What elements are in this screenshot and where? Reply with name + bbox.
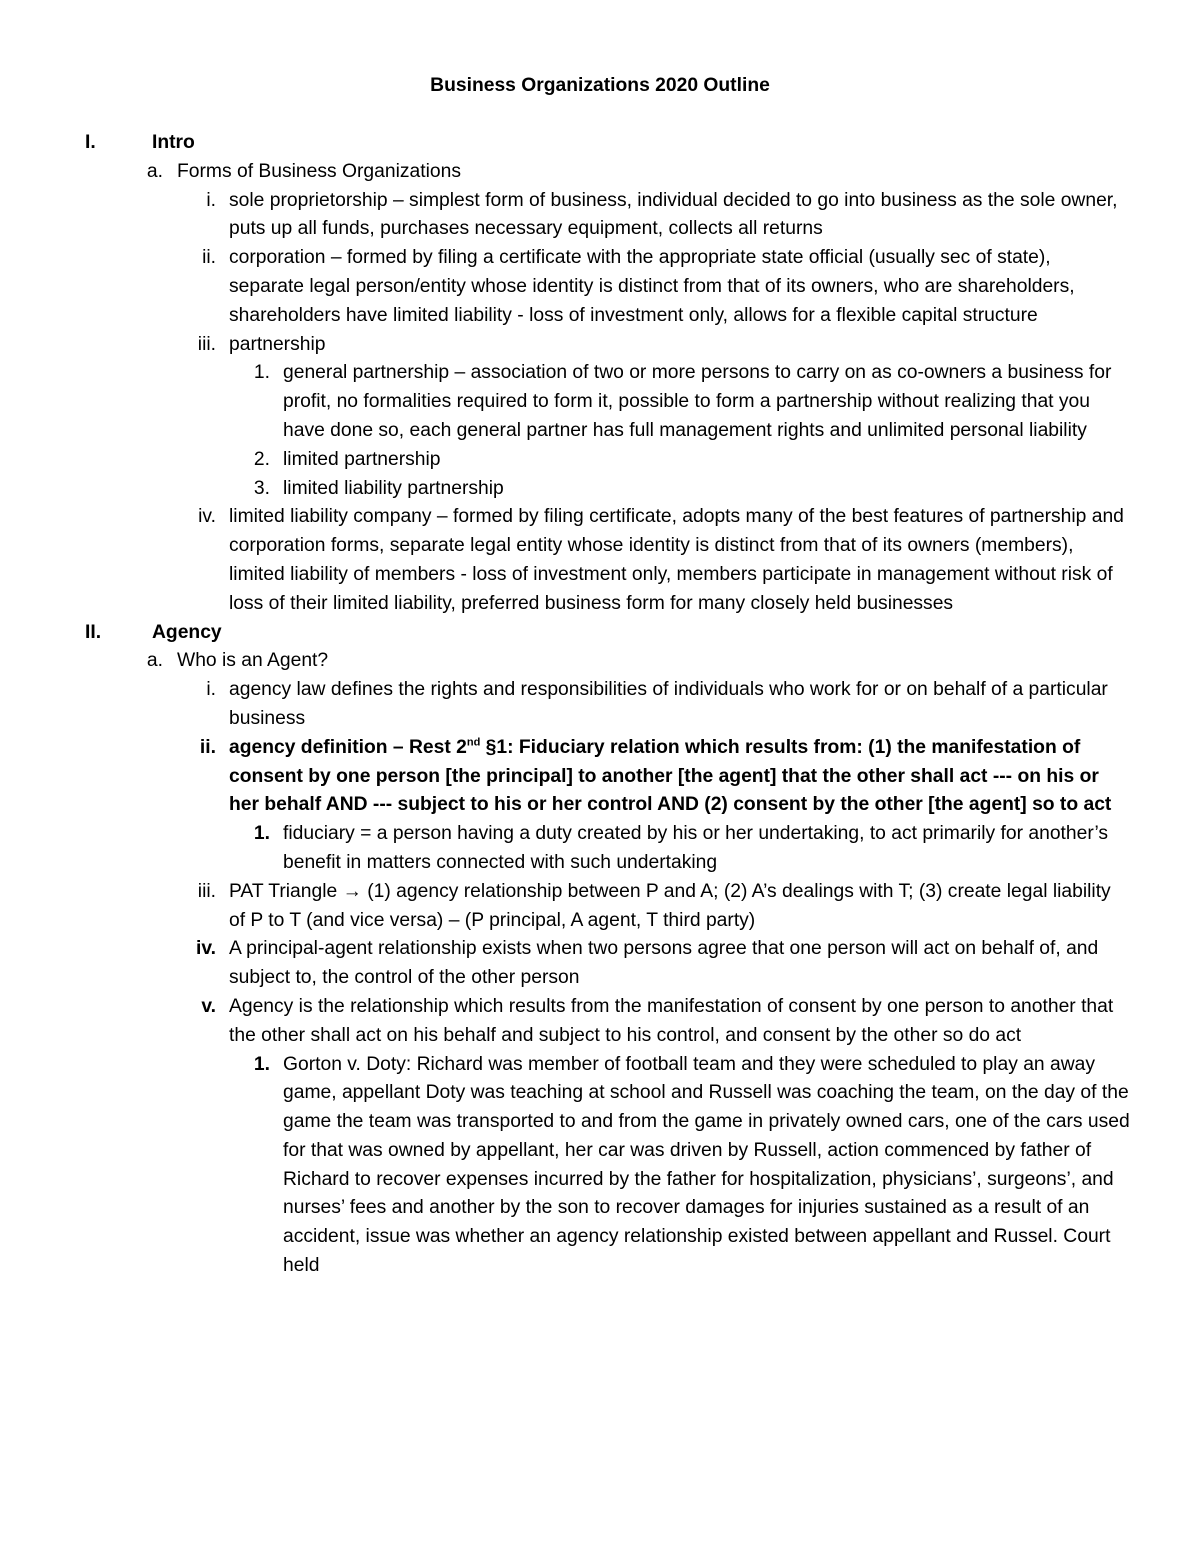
subsection-who-is-agent [0,647,1200,676]
roman-marker: II. [85,621,102,643]
item-text: Agency is the relationship which results from the manifestation of consent by one person to another that the other shall act on his behalf and subject to his control, and consent by the other so do act [229,995,1114,1046]
number-marker: 1. [253,1053,270,1075]
list-item-partnership [0,331,1200,360]
item-text-before: agency definition – Rest 2 [229,736,467,758]
number-marker: 1. [253,823,270,845]
subsection-forms [0,158,1200,187]
item-text-after: §1: Fiduciary relation which results from: (1) the manifestation of consent by one person [the principal] to another [the agent] that the other shall act --- on his or her behalf AND --- subject to his or her control AND (2) consent by the other [the agent] so to act [229,736,1112,816]
list-item-llc [0,503,1200,618]
item-text-before: PAT Triangle [229,880,343,902]
list-item-fiduciary [0,820,1200,878]
list-item-sole-proprietorship [0,187,1200,245]
subsection-heading: Forms of Business Organizations [177,160,461,182]
roman-small-marker: ii. [199,736,216,758]
list-item-corporation [0,244,1200,330]
item-text: sole proprietorship – simplest form of business, individual decided to go into business as the sole owner, puts up all funds, purchases necessary equipment, collects all returns [229,189,1118,240]
list-item-principal-agent-relationship [0,935,1200,993]
item-text: general partnership – association of two or more persons to carry on as co-owners a business for profit, no formalities required to form it, possible to form a partnership without realizing that you have done so, each general partner has full management rights and unlimited personal liability [283,362,1112,441]
item-text: limited liability company – formed by filing certificate, adopts many of the best features of partnership and corporation forms, separate legal entity whose identity is distinct from that of its owners (members), limited liability of members - loss of investment only, members participate in management without risk of loss of their limited liability, preferred business form for many closely held businesses [229,506,1124,614]
alpha-marker: a. [146,650,163,672]
section-heading: Agency [152,621,222,643]
number-marker: 2. [253,448,270,470]
outline [0,129,1200,1281]
roman-small-marker: i. [206,679,216,701]
list-item-general-partnership [0,359,1200,445]
roman-small-marker: iii. [197,333,216,355]
item-text: partnership [229,333,326,355]
roman-marker: I. [85,132,96,153]
item-text: agency law defines the rights and responsibilities of individuals who work for or on behalf of a particular business [229,679,1108,729]
number-marker: 1. [253,362,270,384]
item-text: limited liability partnership [283,477,504,499]
section-intro [0,129,1200,158]
number-marker: 3. [253,477,270,499]
list-item-pat-triangle [0,878,1200,936]
roman-small-marker: ii. [202,247,216,269]
list-item-agency-law [0,676,1200,734]
item-text: limited partnership [283,448,441,470]
roman-small-marker: iv. [195,938,216,960]
roman-small-marker: v. [201,995,216,1017]
list-item-manifestation [0,993,1200,1051]
roman-small-marker: i. [206,189,216,211]
section-heading: Intro [152,132,195,153]
list-item-gorton-v-doty [0,1051,1200,1281]
item-text-after: (1) agency relationship between P and A; (2) A’s dealings with T; (3) create legal liability of P to T (and vice versa) – (P principal, A agent, T third party) [229,880,1111,931]
list-item-limited-partnership [0,446,1200,475]
list-item-agency-definition [0,734,1200,820]
list-item-llp [0,475,1200,504]
alpha-marker: a. [146,160,163,182]
item-text: corporation – formed by filing a certificate with the appropriate state official (usually sec of state), separate legal person/entity whose identity is distinct from that of its owners, who are shareholders, shareholders have limited liability - loss of investment only, allows for a flexible capital structure [229,247,1075,326]
section-agency [0,619,1200,648]
right-arrow-icon: → [342,880,362,902]
item-text: A principal-agent relationship exists when two persons agree that one person will act on behalf of, and subject to, the control of the other person [229,938,1099,989]
item-text: fiduciary = a person having a duty created by his or her undertaking, to act primarily for another’s benefit in matters connected with such undertaking [283,823,1109,873]
superscript: nd [466,736,481,749]
roman-small-marker: iii. [197,880,216,902]
subsection-heading: Who is an Agent? [177,650,329,672]
roman-small-marker: iv. [198,506,216,528]
item-text: Gorton v. Doty: Richard was member of football team and they were scheduled to play an away game, appellant Doty was teaching at school and Russell was coaching the team, on the day of the game the team was transported to and from the game in privately owned cars, one of the cars used for that was owned by appellant, her car was driven by Russell, action commenced by father of Richard to recover expenses incurred by the father for hospitalization, physicians’, surgeons’, and nurses’ fees and another by the son to recover damages for injuries sustained as a result of an accident, issue was whether an agency relationship existed between appellant and Russel. Court held [283,1053,1130,1277]
page-title: Business Organizations 2020 Outline [430,75,770,96]
